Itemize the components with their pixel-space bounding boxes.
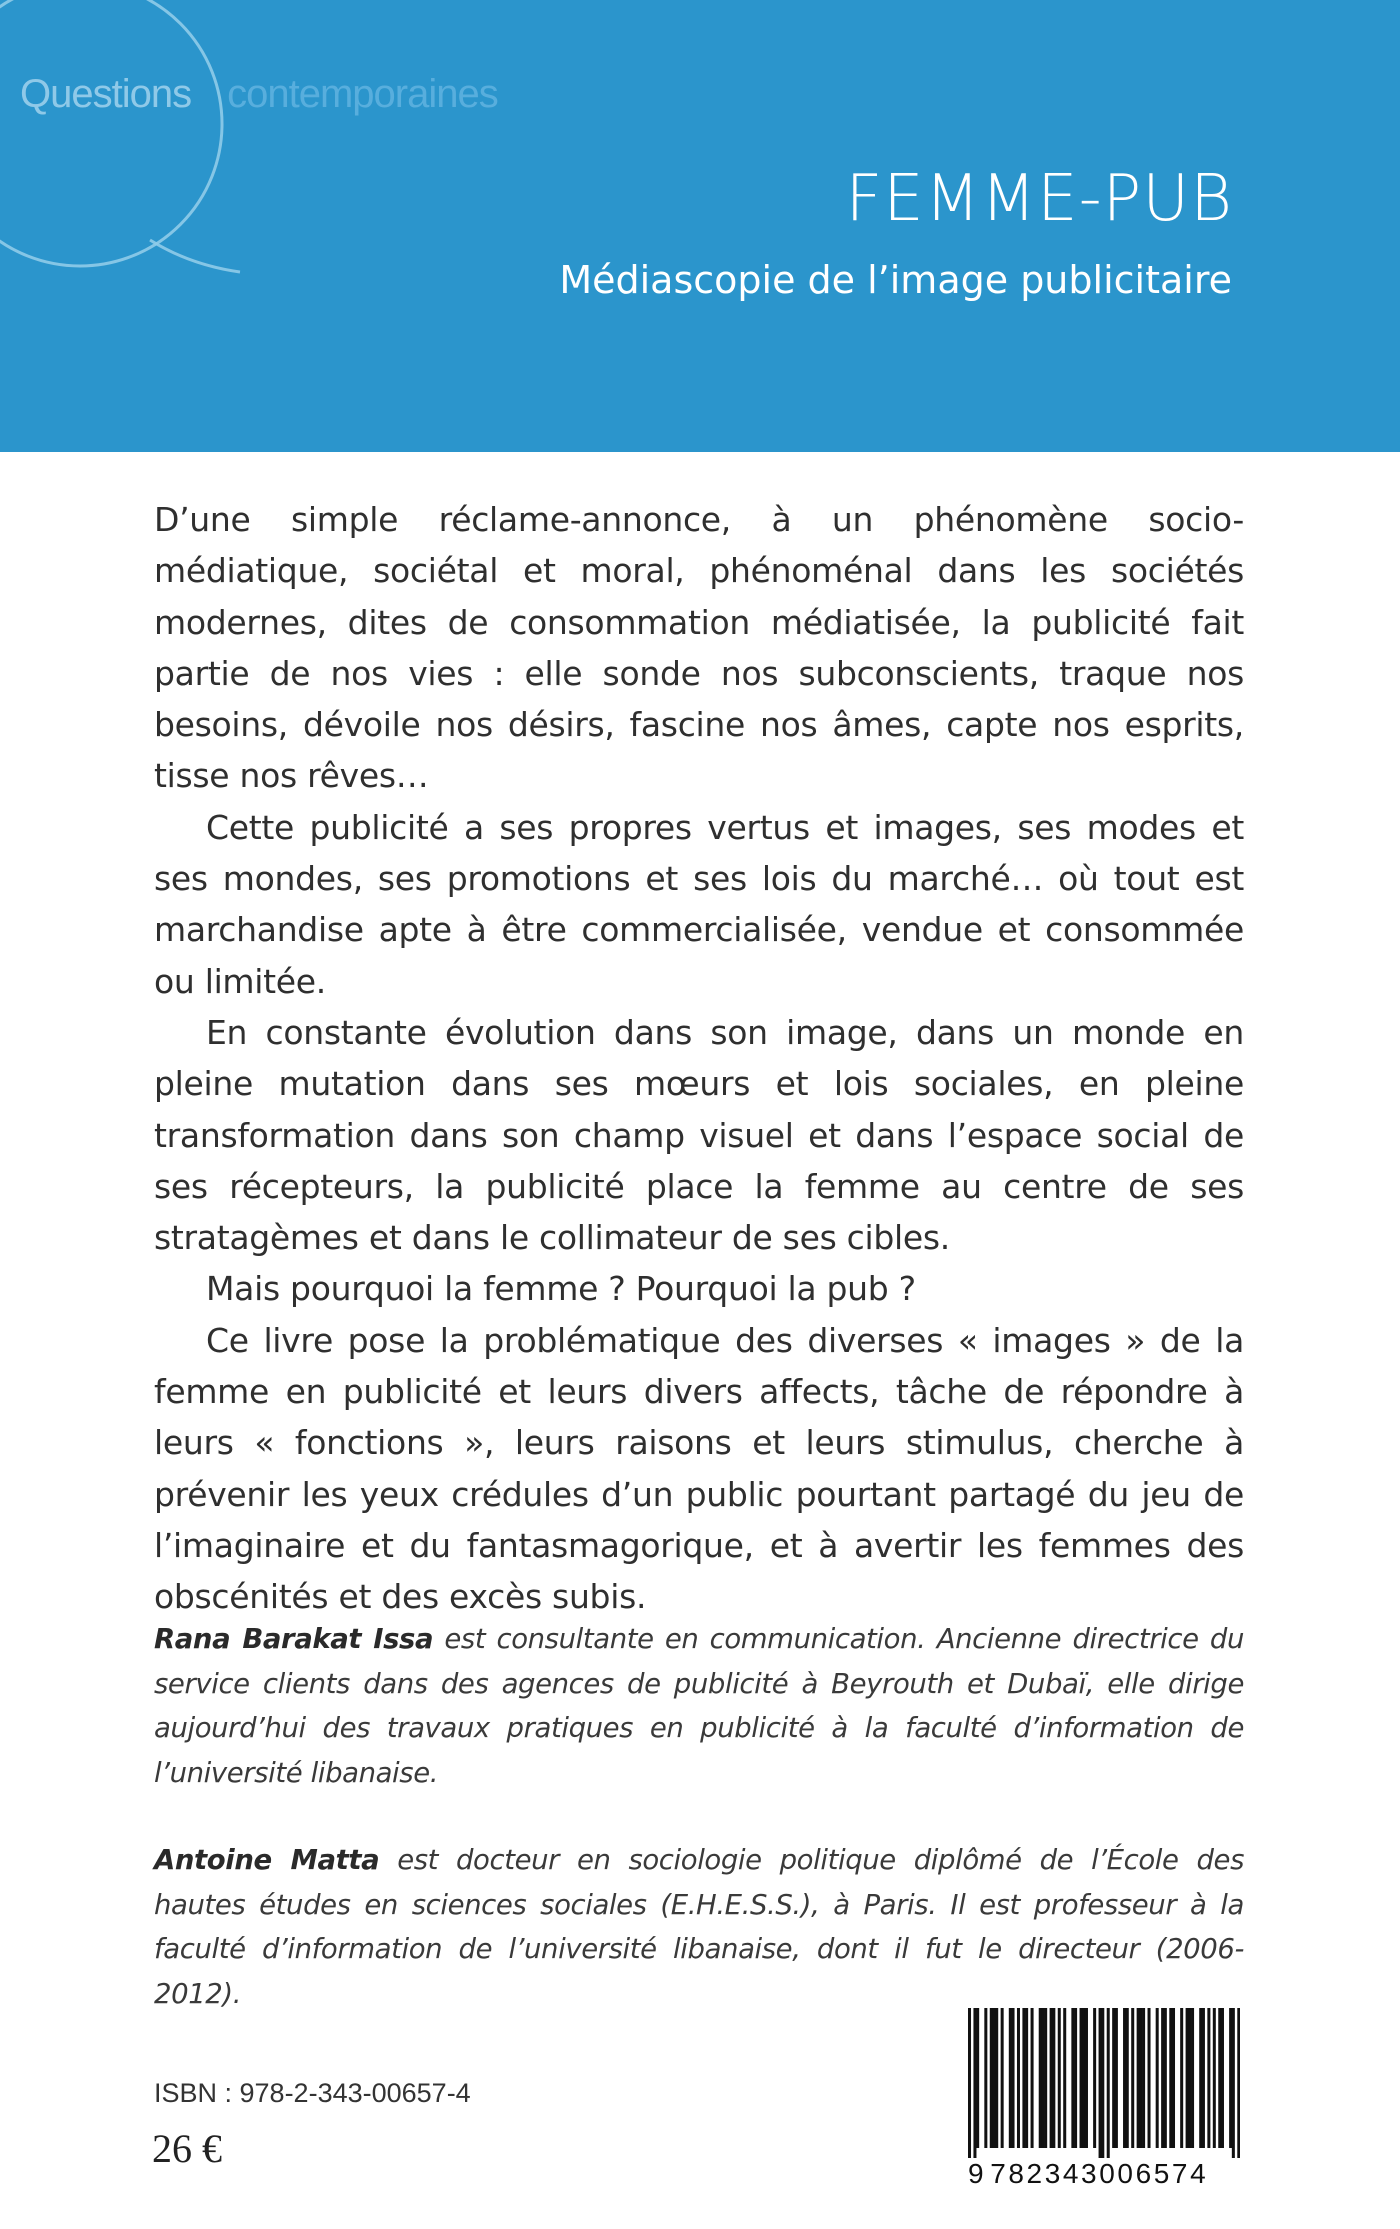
blurb-paragraph-4: Mais pourquoi la femme ? Pourquoi la pub ? [206,1269,916,1309]
barcode-bar [1131,2008,1134,2148]
barcode-bar [1218,2008,1221,2148]
barcode-bar [1139,2008,1142,2148]
blurb-paragraph-1: D’une simple réclame-annonce, à un phénomène socio-médiatique, sociétal et moral, phénoménal dans les sociétés modernes, dites de consommation médiatisée, la publicité fait partie de nos vies : elle sonde nos subconscients, traque nos besoins, dévoile nos désirs, fascine nos âmes, capte nos esprits, tisse nos rêves… [154,500,1244,796]
barcode-bar [973,2008,976,2158]
series-word-questions: Questions [20,72,192,116]
barcode-bar [1232,2008,1235,2158]
barcode-digits [968,2158,1248,2190]
barcode-bar [1025,2008,1028,2148]
barcode-bar [1050,2008,1053,2148]
blurb-paragraph-2: Cette publicité a ses propres vertus et images, ses modes et ses mondes, ses promotions et ses lois du marché… où tout est marchandise apte à être commercialisée, vendue et consommée ou limitée. [154,807,1244,1001]
barcode-bar [1058,2008,1061,2148]
barcode-bar [1156,2008,1159,2148]
barcode-bar [1126,2008,1129,2148]
barcode-bar [976,2008,979,2148]
barcode-bar [1099,2008,1102,2158]
series-name [20,72,498,117]
barcode-bar [1164,2008,1167,2148]
barcode-bar [1063,2008,1066,2148]
barcode-bar [1085,2008,1088,2148]
book-title: FEMME-PUB [845,162,1233,236]
header-band [0,0,1400,452]
barcode-bar [1161,2008,1164,2148]
barcode-bar [1137,2008,1140,2148]
barcode-bar [1169,2008,1172,2148]
author-bio-text-2: est docteur en sociologie politique diplômé de l’École des hautes études en sciences sociales (E.H.E.S.S.), à Paris. Il est professeur à la faculté d’information de l’université libanaise, dont il fut le directeur (2006-2012). [154,1844,1244,2010]
barcode-bar [992,2008,995,2148]
barcode-digits-right: 006574 [1099,2158,1209,2189]
barcode-bar [1199,2008,1202,2148]
barcode-bar [1074,2008,1077,2148]
blurb-paragraph-3: En constante évolution dans son image, dans un monde en pleine mutation dans ses mœurs et lois sociales, en pleine transformation dans son champ visuel et dans l’espace social de ses récepteurs, la publicité place la femme au centre de ses stratagèmes et dans le collimateur de ses cibles. [154,1012,1244,1258]
barcode-bar [1237,2008,1240,2158]
barcode-bar [1172,2008,1175,2148]
barcode-bar [984,2008,987,2148]
barcode-bar [1123,2008,1126,2148]
barcode-bar [1112,2008,1115,2148]
barcode-bar [968,2008,971,2158]
author-bio-text-1: est consultante en communication. Ancienne directrice du service clients dans des agences de publicité à Beyrouth et Dubaï, elle dirige aujourd’hui des travaux pratiques en publicité à la faculté d’information de l’université libanaise. [154,1623,1244,1789]
price: 26 € [152,2126,222,2171]
barcode-bar [1071,2008,1074,2148]
barcode-bar [1001,2008,1004,2148]
barcode-digit-lead: 9 [968,2158,987,2189]
barcode-bar [1044,2008,1047,2148]
book-subtitle: Médiascopie de l’image publicitaire [559,258,1232,302]
barcode-bar [1207,2008,1210,2148]
barcode-bar [1052,2008,1055,2148]
barcode-digits-left: 782343 [990,2158,1100,2189]
barcode-bar [1080,2008,1083,2148]
barcode-icon [968,2008,1240,2158]
barcode-bar [1039,2008,1042,2148]
barcode-bar [1115,2008,1118,2148]
barcode-bar [1142,2008,1145,2148]
series-word-contemporaines: contemporaines [227,72,498,116]
author-name-1: Rana Barakat Issa [154,1623,434,1655]
barcode-bar [1041,2008,1044,2148]
barcode-bar [1101,2008,1104,2158]
barcode-bar [1229,2008,1232,2148]
barcode-bar [1107,2008,1110,2158]
barcode-bar [1012,2008,1015,2148]
barcode-bar [1180,2008,1183,2148]
blurb-paragraph-5: Ce livre pose la problématique des diverses « images » de la femme en publicité et leurs divers affects, tâche de répondre à leurs « fonctions », leurs raisons et leurs stimulus, cherche à prévenir les yeux crédules d’un public pourtant partagé du jeu de l’imaginaire et du fantasmagorique, et à avertir les femmes des obscénités et des excès subis. [154,1320,1244,1617]
barcode-bar [995,2008,998,2148]
barcode-bar [1221,2008,1224,2148]
author-bio-1 [154,1617,1244,1795]
barcode-bar [1191,2008,1194,2148]
barcode-bar [1202,2008,1205,2148]
author-bio-2 [154,1838,1244,2016]
barcode-bar [990,2008,993,2148]
isbn: ISBN : 978-2-343-00657-4 [154,2078,471,2108]
barcode-bar [1009,2008,1012,2148]
barcode-bar [1213,2008,1216,2148]
barcode-bar [1188,2008,1191,2148]
author-name-2: Antoine Matta [154,1844,380,1876]
barcode-bar [1031,2008,1034,2148]
blurb [154,494,1244,1623]
barcode-bar [1186,2008,1189,2148]
barcode-bar [1022,2008,1025,2148]
barcode-bar [1093,2008,1096,2148]
barcode-bar [1017,2008,1020,2148]
barcode-bar [1082,2008,1085,2148]
barcode-bar [1148,2008,1151,2148]
